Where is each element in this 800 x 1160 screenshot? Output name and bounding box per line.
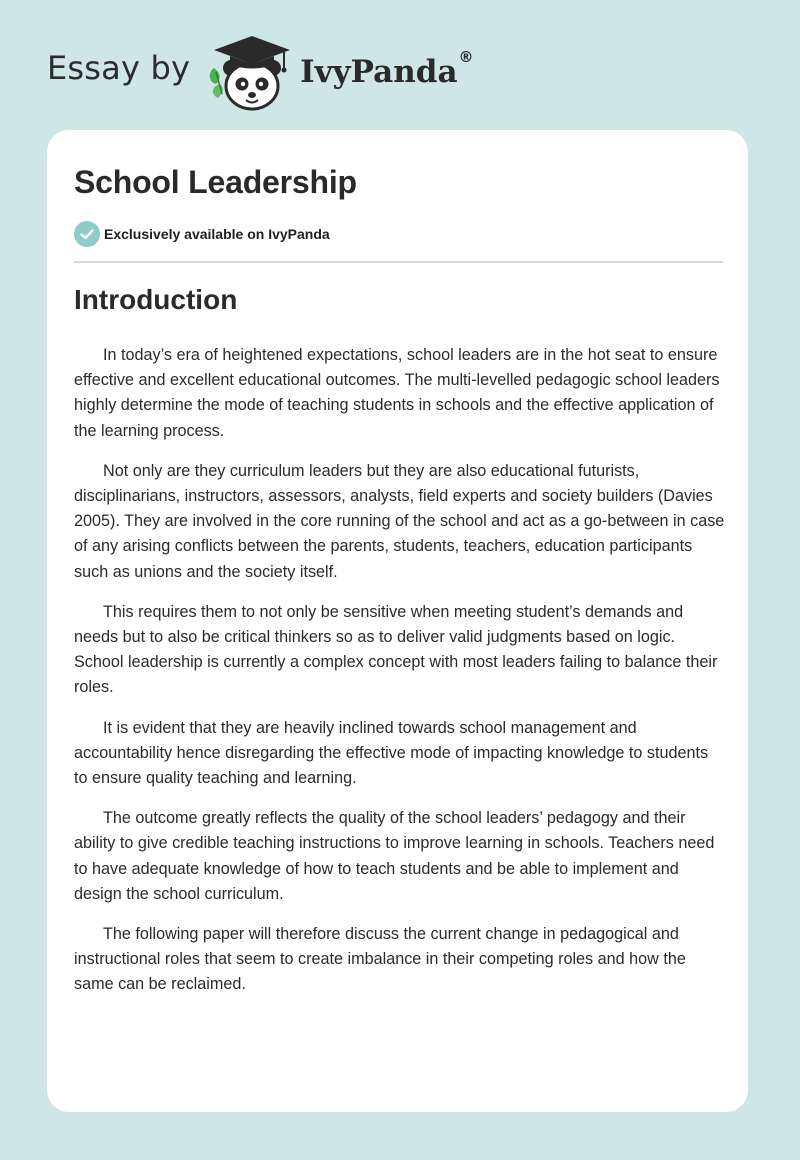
paragraph: In today’s era of heightened expectations, school leaders are in the hot seat to ensure effective and excellent educational outcomes. The multi-levelled pedagogic school leaders highly determine the mode of teaching students in schools and the effective application of the learning process. xyxy=(74,346,720,440)
exclusive-badge-label: Exclusively available on IvyPanda xyxy=(104,226,330,242)
paragraph: The following paper will therefore discuss the current change in pedagogical and instructional roles that seem to create imbalance in their competing roles and how the same can be reclaimed. xyxy=(74,925,686,994)
brand-prefix: Essay by xyxy=(47,49,191,87)
essay-body xyxy=(74,343,726,1013)
paragraph: The outcome greatly reflects the quality of the school leaders’ pedagogy and their ability to give credible teaching instructions to improve learning in schools. Teachers need to have adequate knowledge of how to teach students and be able to implement and design the school curriculum. xyxy=(74,809,715,903)
section-heading: Introduction xyxy=(74,284,238,315)
site-brand[interactable] xyxy=(47,32,474,112)
essay-card xyxy=(47,130,748,1112)
essay-title: School Leadership xyxy=(74,164,357,200)
panda-graduate-logo-icon xyxy=(204,32,296,112)
paragraph: Not only are they curriculum leaders but they are also educational futurists, disciplinarians, instructors, assessors, analysts, field experts and society builders (Davies 2005). They are involved in the core running of the school and act as a go-between in case of any arising conflicts between the parents, students, teachers, education participants such as unions and the society itself. xyxy=(74,461,725,581)
divider xyxy=(74,261,723,263)
paragraph: It is evident that they are heavily inclined towards school management and accountability hence disregarding the effective mode of impacting knowledge to students to ensure quality teaching and learning. xyxy=(74,718,709,788)
registered-mark: ® xyxy=(458,48,474,66)
check-circle-icon xyxy=(74,221,100,247)
paragraph: This requires them to not only be sensitive when meeting student’s demands and needs but to also be critical thinkers so as to deliver valid judgments based on logic. School leadership is currently a complex concept with most leaders failing to balance their roles. xyxy=(74,602,718,697)
brand-name: IvyPanda® xyxy=(300,48,474,90)
exclusive-badge xyxy=(74,221,330,247)
